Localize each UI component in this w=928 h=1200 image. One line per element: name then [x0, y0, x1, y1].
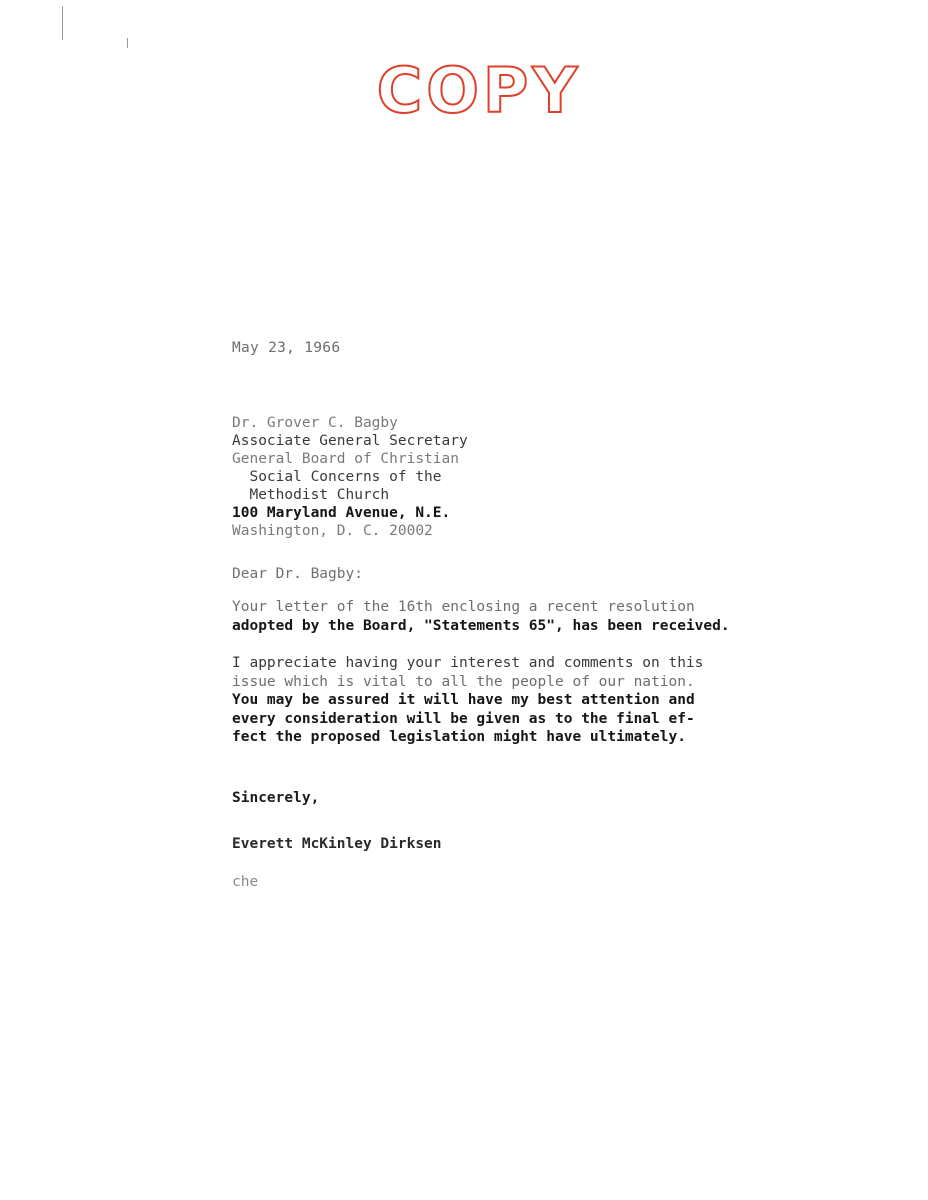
paragraph-line: Your letter of the 16th enclosing a recent resolution [232, 599, 695, 615]
address-line: Associate General Secretary [232, 433, 468, 449]
scan-edge-mark [127, 38, 128, 48]
address-line: Social Concerns of the [232, 469, 442, 485]
signature-name: Everett McKinley Dirksen [232, 836, 442, 852]
address-line: Washington, D. C. 20002 [232, 523, 433, 539]
recipient-address [232, 414, 468, 540]
copy-stamp-text: COPY [376, 58, 582, 120]
paragraph-line: issue which is vital to all the people of our nation. [232, 673, 695, 690]
address-line: Methodist Church [232, 487, 390, 503]
copy-stamp [366, 58, 592, 120]
paragraph-line: I appreciate having your interest and comments on this [232, 655, 704, 671]
closing: Sincerely, [232, 790, 320, 806]
body-paragraph-1 [232, 598, 730, 635]
paragraph-line: You may be assured it will have my best attention and [232, 692, 695, 708]
body-paragraph-2 [232, 654, 703, 747]
paragraph-line: fect the proposed legislation might have ultimately. [232, 729, 686, 745]
letter-date: May 23, 1966 [232, 340, 341, 356]
address-line: 100 Maryland Avenue, N.E. [232, 505, 451, 521]
scan-edge-mark [62, 6, 63, 40]
address-line: Dr. Grover C. Bagby [232, 415, 398, 431]
salutation: Dear Dr. Bagby: [232, 566, 363, 582]
paragraph-line: every consideration will be given as to the final ef- [232, 710, 695, 727]
address-line: General Board of Christian [232, 451, 459, 467]
typist-initials: che [232, 874, 259, 890]
paragraph-line: adopted by the Board, "Statements 65", has been received. [232, 617, 730, 634]
